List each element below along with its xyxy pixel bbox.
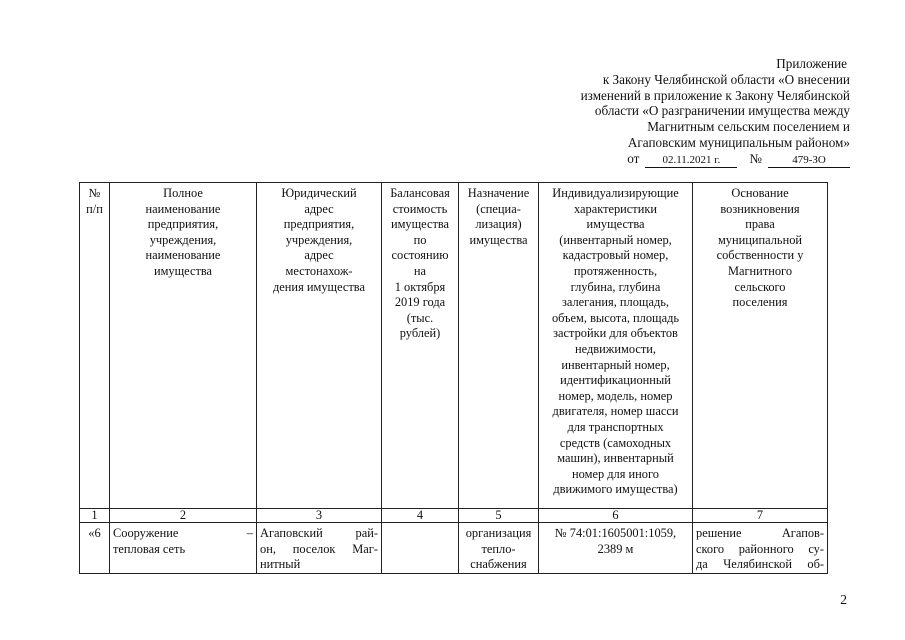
row-address: Агаповский рай- он, поселок Маг- нитный	[257, 523, 382, 574]
law-date: 02.11.2021 г.	[645, 153, 737, 168]
number-prefix: №	[749, 150, 762, 166]
row-characteristics: № 74:01:1605001:1059, 2389 м	[539, 523, 693, 574]
header-line: Приложение	[776, 56, 847, 71]
header-line: к Закону Челябинской области «О внесении	[602, 71, 850, 87]
law-number: 479-ЗО	[768, 153, 850, 168]
table-header-row	[80, 183, 828, 509]
property-table	[79, 182, 828, 574]
header-cell-name: Полное наименование предприятия, учреждения, наименование имущества	[110, 183, 257, 509]
page-number: 2	[840, 592, 847, 607]
column-number: 1	[80, 509, 110, 523]
column-number: 5	[459, 509, 539, 523]
column-number-row	[80, 509, 828, 523]
table-row	[80, 523, 828, 574]
column-number: 4	[382, 509, 459, 523]
header-cell-basis: Основание возникновения права муниципальной собственности у Магнитного сельского поселения	[693, 183, 828, 509]
header-line: Магнитным сельским поселением и	[647, 119, 850, 135]
column-number: 2	[110, 509, 257, 523]
name-part: Сооружение	[113, 526, 179, 540]
row-balance-value	[382, 523, 459, 574]
header-cell-number: № п/п	[80, 183, 110, 509]
header-line: области «О разграничении имущества между	[594, 103, 850, 119]
header-cell-characteristics: Индивидуализирующие характеристики имущества (инвентарный номер, кадастровый номер, протяженность, глубина, глубина залегания, площадь, объем, высота, площадь застройки для объектов недвижимости, инвентарный номер, идентификационный номер, модель, номер двигателя, номер шасси для транспортных средств (самоходных машин), инвентарный номер для иного движимого имущества)	[539, 183, 693, 509]
row-property-name	[110, 523, 257, 574]
header-cell-address: Юридический адрес предприятия, учреждения, адрес местонахож- дения имущества	[257, 183, 382, 509]
column-number: 6	[539, 509, 693, 523]
header-cell-balance: Балансовая стоимость имущества по состоянию на 1 октября 2019 года (тыс. рублей)	[382, 183, 459, 509]
column-number: 7	[693, 509, 828, 523]
column-number: 3	[257, 509, 382, 523]
row-basis: решение Агапов- ского районного су- да Челябинской об-	[693, 523, 828, 574]
row-number: «6	[80, 523, 110, 574]
row-purpose: организация тепло- снабжения	[459, 523, 539, 574]
name-part: тепловая сеть	[113, 541, 186, 556]
header-cell-purpose: Назначение (специа- лизация) имущества	[459, 183, 539, 509]
name-dash: –	[246, 526, 253, 540]
date-prefix: от	[627, 150, 640, 166]
header-line: изменений в приложение к Закону Челябинской	[580, 87, 850, 103]
date-number-line	[530, 151, 850, 168]
header-line: Агаповским муниципальным районом»	[627, 134, 850, 150]
appendix-header	[530, 56, 850, 168]
